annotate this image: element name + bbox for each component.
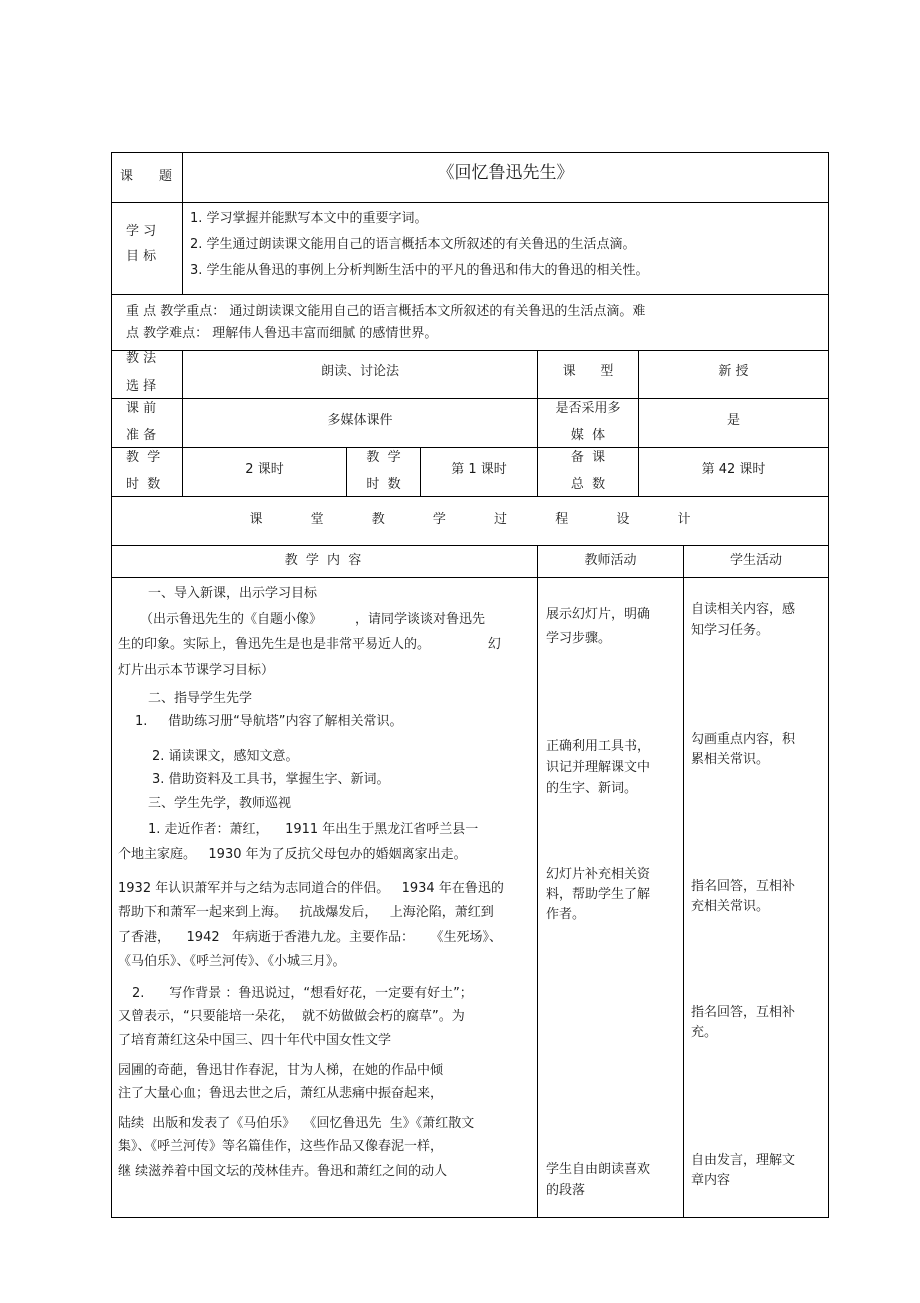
content-line: 了香港， 1942 年病逝于香港九龙。主要作品： 《生死场》、 [118, 930, 503, 945]
keypoints-line: 点 教学难点： 理解伟人鲁迅丰富而细腻 的感情世界。 [126, 326, 438, 341]
multimedia-label-2: 媒 体 [570, 428, 606, 443]
teacher-activity-line: 学习步骤。 [546, 631, 612, 646]
objectives-label-2: 目 标 [126, 249, 157, 264]
total-value: 第 42 课时 [701, 462, 766, 477]
row-divider [111, 577, 829, 578]
content-line: 陆续 出版和发表了《马伯乐》 《回忆鲁迅先 生》《萧红散文 [118, 1116, 475, 1131]
content-line: 二、指导学生先学 [148, 691, 253, 706]
type-value: 新 授 [718, 364, 749, 379]
content-line: 1. 走近作者：萧红， 1911 年出生于黑龙江省呼兰县一 [148, 822, 479, 837]
student-activity-line: 充。 [691, 1025, 718, 1040]
content-line: 了培育萧红这朵中国三、四十年代中国女性文学 [118, 1033, 392, 1048]
content-line: 2. 写作背景 ：鲁迅说过，“想看好花，一定要有好土”； [132, 986, 473, 1001]
objective-item: 3. 学生能从鲁迅的事例上分析判断生活中的平凡的鲁迅和伟大的鲁迅的相关性。 [190, 263, 649, 278]
row-divider [111, 350, 829, 351]
student-activity-line: 章内容 [691, 1173, 731, 1188]
subject-label: 课 题 [120, 169, 173, 184]
prep-value: 多媒体课件 [327, 413, 393, 428]
content-line: 三、学生先学，教师巡视 [148, 796, 292, 811]
content-line: 生的印象。实际上，鲁迅先生是也是非常平易近人的。 幻 [118, 637, 501, 652]
column-divider [537, 545, 538, 1217]
prep-label-2: 准 备 [126, 428, 157, 443]
table-border-right [828, 152, 829, 1217]
total-label-1: 备 课 [570, 450, 606, 465]
lesson-title: 《回忆鲁迅先生》 [437, 163, 574, 183]
row-divider [111, 294, 829, 295]
hours-label-2: 时 数 [126, 477, 161, 492]
content-line: 1. 借助练习册“导航塔”内容了解相关常识。 [135, 714, 403, 729]
student-activity-line: 自读相关内容，感 [691, 602, 796, 617]
hours-value: 2 课时 [245, 462, 284, 477]
content-line: 又曾表示，“只要能培一朵花， 就不妨做做会朽的腐草”。为 [118, 1009, 465, 1024]
table-border-bottom [111, 1217, 829, 1218]
teacher-activity-line: 幻灯片补充相关资 [546, 867, 651, 882]
multimedia-value: 是 [726, 413, 740, 428]
content-line: 继 续滋养着中国文坛的茂林佳卉。鲁迅和萧红之间的动人 [118, 1164, 448, 1179]
teacher-activity-line: 展示幻灯片，明确 [546, 607, 651, 622]
content-line: 个地主家庭。 1930 年为了反抗父母包办的婚姻离家出走。 [118, 847, 467, 862]
content-line: 园圃的奇葩，鲁迅甘作春泥，甘为人梯，在她的作品中倾 [118, 1063, 444, 1078]
row-divider [111, 545, 829, 546]
hours-label-1: 教 学 [126, 450, 161, 465]
col-header-student: 学生活动 [729, 553, 782, 568]
student-activity-line: 勾画重点内容，积 [691, 732, 796, 747]
keypoints-line: 重 点 教学重点： 通过朗读课文能用自己的语言概括本文所叙述的有关鲁迅的生活点滴。难 [126, 304, 646, 319]
objective-item: 2. 学生通过朗读课文能用自己的语言概括本文所叙述的有关鲁迅的生活点滴。 [190, 237, 636, 252]
objective-item: 1. 学习掌握并能默写本文中的重要字词。 [190, 211, 428, 226]
content-line: 帮助下和萧军一起来到上海。 抗战爆发后， 上海沦陷，萧红到 [118, 905, 494, 920]
teacher-activity-line: 正确利用工具书， [546, 739, 651, 754]
prep-label-1: 课 前 [126, 401, 157, 416]
session-label-1: 教 学 [366, 450, 401, 465]
session-label-2: 时 数 [366, 477, 401, 492]
content-line: 灯片出示本节课学习目标） [118, 663, 275, 678]
student-activity-line: 自由发言，理解文 [691, 1153, 796, 1168]
teacher-activity-line: 的段落 [546, 1183, 586, 1198]
row-divider [111, 398, 829, 399]
process-section-title: 课 堂 教 学 过 程 设 计 [249, 512, 713, 527]
content-line: 集》、《呼兰河传》等名篇佳作，这些作品又像春泥一样， [118, 1139, 444, 1154]
row-divider [111, 202, 829, 203]
row-divider [111, 447, 829, 448]
student-activity-line: 充相关常识。 [691, 899, 770, 914]
col-header-teacher: 教师活动 [584, 553, 637, 568]
teacher-activity-line: 识记并理解课文中 [546, 760, 651, 775]
column-divider [683, 545, 684, 1217]
content-line: 一、导入新课，出示学习目标 [148, 586, 318, 601]
content-line: 注了大量心血；鲁迅去世之后，萧红从悲痛中振奋起来， [118, 1086, 444, 1101]
teacher-activity-line: 作者。 [546, 907, 586, 922]
row-divider [111, 496, 829, 497]
table-border-top [111, 152, 829, 153]
method-label-2: 选 择 [126, 379, 157, 394]
content-line: 《马伯乐》、《呼兰河传》、《小城三月》。 [118, 954, 346, 969]
student-activity-line: 指名回答，互相补 [691, 1005, 796, 1020]
content-line: 2. 诵读课文，感知文意。 [152, 749, 299, 764]
multimedia-label-1: 是否采用多 [555, 401, 621, 416]
teacher-activity-line: 的生字、新词。 [546, 781, 638, 796]
content-line: 1932 年认识萧军并与之结为志同道合的伴侣。 1934 年在鲁迅的 [118, 881, 504, 896]
student-activity-line: 累相关常识。 [691, 752, 770, 767]
student-activity-line: 知学习任务。 [691, 623, 770, 638]
teacher-activity-line: 料，帮助学生了解 [546, 887, 651, 902]
total-label-2: 总 数 [570, 477, 606, 492]
objectives-label-1: 学 习 [126, 224, 157, 239]
content-line: （出示鲁迅先生的《自题小像》 ，请同学谈谈对鲁迅先 [140, 612, 486, 627]
table-border-left [111, 152, 112, 1217]
method-label-1: 教 法 [126, 351, 157, 366]
teacher-activity-line: 学生自由朗读喜欢 [546, 1162, 651, 1177]
col-header-content: 教 学 内 容 [284, 553, 364, 568]
session-value: 第 1 课时 [451, 462, 507, 477]
student-activity-line: 指名回答，互相补 [691, 879, 796, 894]
content-line: 3. 借助资料及工具书，掌握生字、新词。 [152, 772, 390, 787]
method-value: 朗读、讨论法 [320, 364, 399, 379]
type-label: 课 型 [562, 364, 614, 379]
